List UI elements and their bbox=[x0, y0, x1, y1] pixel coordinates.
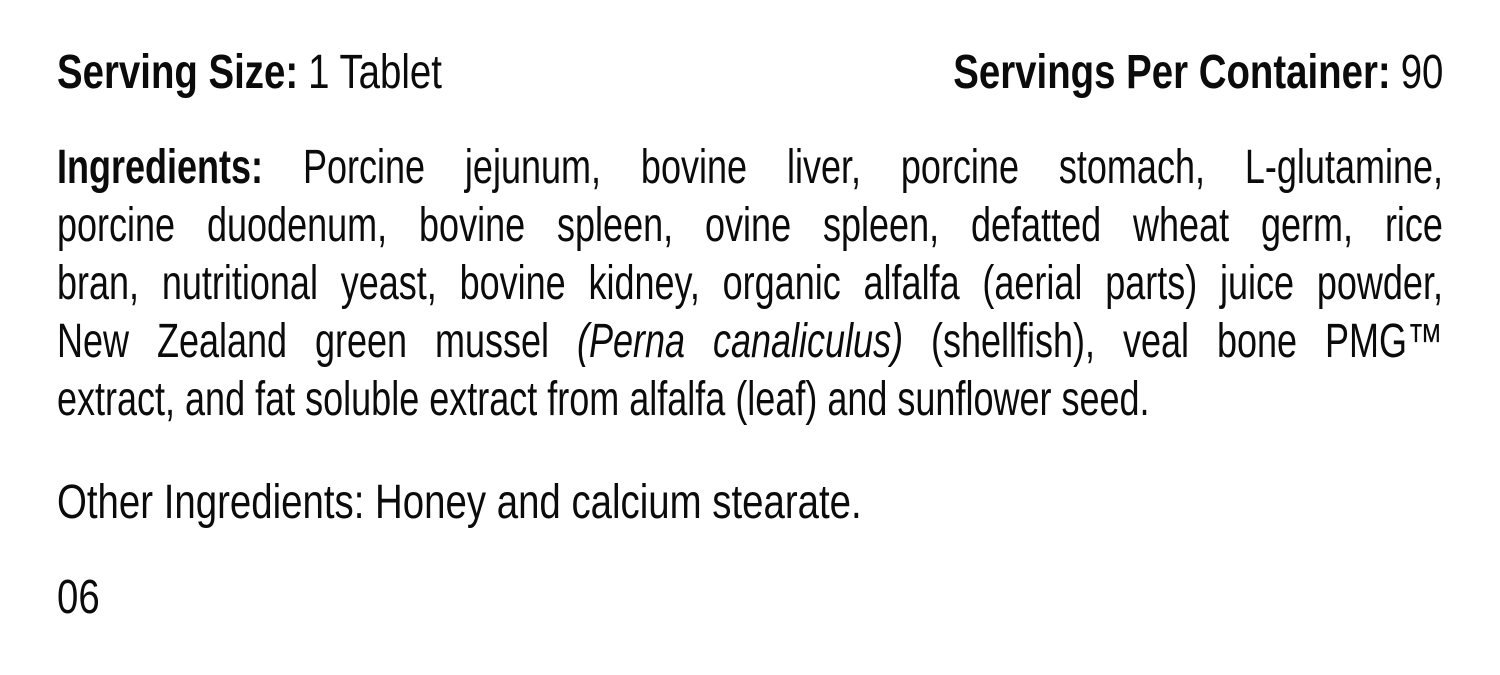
serving-info-row bbox=[57, 44, 1443, 102]
serving-size bbox=[57, 44, 442, 102]
label-code: 06 bbox=[57, 571, 100, 624]
servings-per-container bbox=[953, 44, 1443, 102]
ingredients-line: porcine duodenum, bovine spleen, ovine spleen, defatted wheat germ, rice bbox=[57, 199, 1443, 252]
label-code-row bbox=[57, 569, 1443, 627]
ingredients-line: New Zealand green mussel (Perna canaliculus) (shellfish), veal bone PMG™ bbox=[57, 315, 1443, 368]
ingredients-line: bran, nutritional yeast, bovine kidney, organic alfalfa (aerial parts) juice powder, bbox=[57, 257, 1443, 310]
ingredients-line: Ingredients: Porcine jejunum, bovine liver, porcine stomach, L-glutamine, bbox=[57, 141, 1443, 194]
ingredients-paragraph bbox=[57, 139, 1443, 429]
other-ingredients-text: Other Ingredients: Honey and calcium stearate. bbox=[57, 476, 862, 529]
serving-size-value: 1 Tablet bbox=[308, 46, 442, 99]
servings-per-container-value: 90 bbox=[1400, 46, 1444, 99]
other-ingredients-row bbox=[57, 474, 1443, 532]
ingredients-section bbox=[57, 139, 1443, 429]
servings-per-container-label: Servings Per Container: bbox=[953, 46, 1391, 99]
serving-size-label: Serving Size: bbox=[57, 46, 299, 99]
ingredients-line: extract, and fat soluble extract from alfalfa (leaf) and sunflower seed. bbox=[57, 373, 1150, 426]
